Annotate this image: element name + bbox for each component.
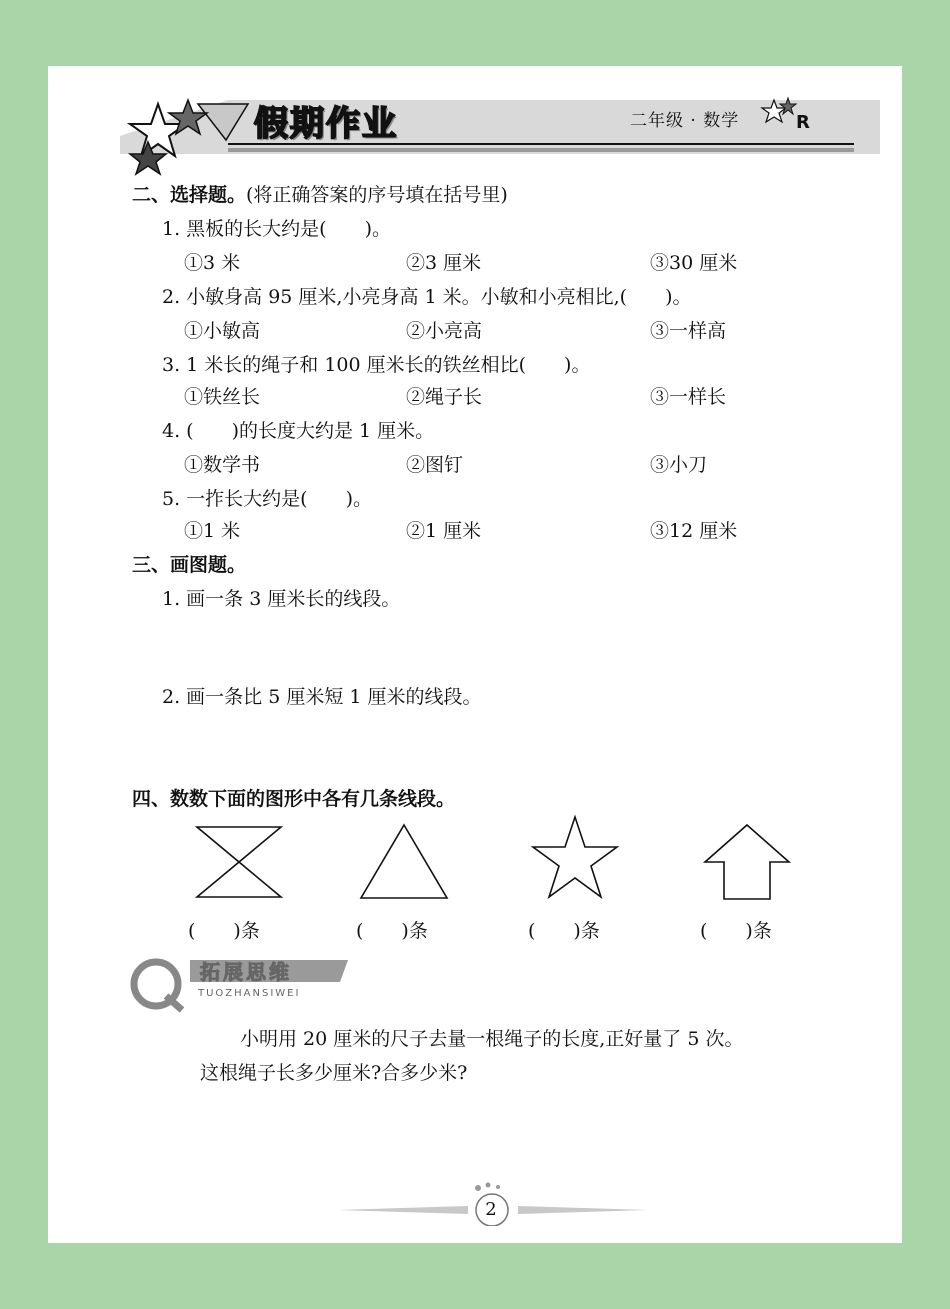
page-header: [48, 66, 902, 176]
question-3: 3. 1 米长的绳子和 100 厘米长的铁丝相比( )。: [162, 354, 591, 376]
question-1-option-2: ②3 厘米: [406, 252, 482, 274]
question-2-option-2: ②小亮高: [406, 320, 483, 342]
extension-title: 拓展思维: [200, 960, 292, 984]
question-3-option-1: ①铁丝长: [184, 386, 261, 408]
section2-title: [132, 180, 508, 207]
triangle-shape: [358, 822, 450, 902]
section4-title: 四、数数下面的图形中各有几条线段。: [132, 788, 456, 810]
arrow-shape: [702, 822, 792, 902]
question-4-option-1: ①数学书: [184, 454, 261, 476]
question-1-option-1: ①3 米: [184, 252, 241, 274]
extension-problem-line-1: 小明用 20 厘米的尺子去量一根绳子的长度,正好量了 5 次。: [240, 1028, 744, 1050]
extension-problem-line-2: 这根绳子长多少厘米?合多少米?: [200, 1062, 468, 1084]
question-5: 5. 一拃长大约是( )。: [162, 488, 372, 510]
question-1: 1. 黑板的长大约是( )。: [162, 218, 391, 240]
section3-title: 三、画图题。: [132, 554, 247, 576]
question-3-option-3: ③一样长: [650, 386, 727, 408]
question-1-option-3: ③30 厘米: [650, 252, 738, 274]
page-number: 2: [485, 1199, 497, 1220]
section2-heading: 二、选择题。: [132, 184, 247, 206]
section2-note: (将正确答案的序号填在括号里): [246, 184, 508, 206]
question-2-option-3: ③一样高: [650, 320, 727, 342]
drawing-question-1: 1. 画一条 3 厘米长的线段。: [162, 588, 401, 610]
small-stars-icon: [760, 96, 800, 130]
stars-logo-icon: [118, 96, 238, 176]
worksheet-page: [48, 66, 902, 1243]
question-5-option-2: ②1 厘米: [406, 520, 482, 542]
extension-subtitle: TUOZHANSIWEI: [198, 988, 301, 999]
question-2-option-1: ①小敏高: [184, 320, 261, 342]
question-3-option-2: ②绳子长: [406, 386, 483, 408]
triangle-answer-blank[interactable]: ( )条: [356, 920, 428, 942]
question-4: 4. ( )的长度大约是 1 厘米。: [162, 420, 435, 442]
drawing-question-2: 2. 画一条比 5 厘米短 1 厘米的线段。: [162, 686, 482, 708]
header-title: 假期作业: [254, 104, 398, 144]
question-2: 2. 小敏身高 95 厘米,小亮身高 1 米。小敏和小亮相比,( )。: [162, 286, 692, 308]
arrow-answer-blank[interactable]: ( )条: [700, 920, 772, 942]
question-4-option-3: ③小刀: [650, 454, 708, 476]
star-shape: [530, 814, 620, 900]
question-5-option-3: ③12 厘米: [650, 520, 738, 542]
grade-subject-label: 二年级 · 数学: [630, 111, 740, 131]
question-5-option-1: ①1 米: [184, 520, 241, 542]
hourglass-shape: [194, 824, 284, 900]
hourglass-answer-blank[interactable]: ( )条: [188, 920, 260, 942]
star-answer-blank[interactable]: ( )条: [528, 920, 600, 942]
edition-label: R: [796, 112, 810, 133]
question-4-option-2: ②图钉: [406, 454, 464, 476]
